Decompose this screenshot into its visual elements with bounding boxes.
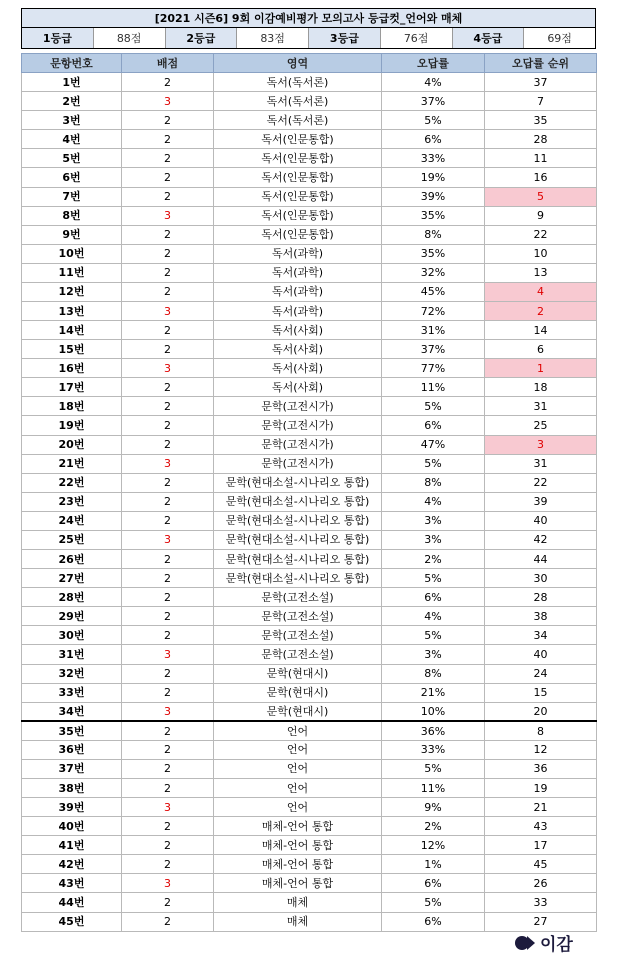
question-number: 21번 [22,454,122,473]
error-rate-cell: 21% [382,683,485,702]
table-row [22,263,597,282]
error-rate-cell: 32% [382,263,485,282]
grade-label-3: 3등급 [309,28,381,48]
question-number: 12번 [22,282,122,301]
area-cell: 독서(독서론) [214,111,382,130]
question-number: 15번 [22,340,122,359]
table-row [22,492,597,511]
area-cell: 문학(고전소설) [214,645,382,664]
question-number: 45번 [22,912,122,931]
error-rank-cell: 5 [485,187,597,206]
question-table [21,53,597,932]
question-number: 14번 [22,321,122,340]
table-row [22,645,597,664]
table-row [22,855,597,874]
table-row [22,168,597,187]
points-cell: 2 [122,168,214,187]
table-row [22,740,597,759]
igam-logo [514,930,573,955]
table-row [22,798,597,817]
area-cell: 문학(고전소설) [214,607,382,626]
error-rank-cell: 35 [485,111,597,130]
error-rate-cell: 35% [382,244,485,263]
error-rank-cell: 43 [485,817,597,836]
question-number: 33번 [22,683,122,702]
area-cell: 문학(고전시가) [214,435,382,454]
area-cell: 문학(고전시가) [214,454,382,473]
points-cell: 3 [122,874,214,893]
table-row [22,378,597,397]
error-rate-cell: 12% [382,836,485,855]
question-number: 41번 [22,836,122,855]
area-cell: 문학(현대소설-시나리오 통합) [214,511,382,530]
area-cell: 매체-언어 통합 [214,836,382,855]
area-cell: 문학(고전시가) [214,416,382,435]
question-number: 23번 [22,492,122,511]
question-number: 36번 [22,740,122,759]
question-number: 39번 [22,798,122,817]
area-cell: 독서(사회) [214,340,382,359]
area-cell: 문학(고전시가) [214,397,382,416]
question-number: 19번 [22,416,122,435]
area-cell: 매체 [214,912,382,931]
question-number: 4번 [22,130,122,149]
question-number: 35번 [22,721,122,740]
error-rank-cell: 28 [485,130,597,149]
area-cell: 언어 [214,740,382,759]
error-rate-cell: 9% [382,798,485,817]
points-cell: 2 [122,435,214,454]
points-cell: 2 [122,263,214,282]
area-cell: 언어 [214,778,382,797]
points-cell: 2 [122,225,214,244]
table-row [22,664,597,683]
table-row [22,626,597,645]
area-cell: 독서(사회) [214,359,382,378]
error-rate-cell: 47% [382,435,485,454]
error-rank-cell: 7 [485,92,597,111]
error-rate-cell: 33% [382,149,485,168]
area-cell: 매체-언어 통합 [214,817,382,836]
points-cell: 2 [122,893,214,912]
error-rate-cell: 72% [382,302,485,321]
table-row [22,340,597,359]
error-rank-cell: 34 [485,626,597,645]
error-rate-cell: 35% [382,206,485,225]
question-number: 3번 [22,111,122,130]
area-cell: 독서(인문통합) [214,168,382,187]
table-row [22,149,597,168]
error-rank-cell: 40 [485,511,597,530]
table-row [22,130,597,149]
table-row [22,302,597,321]
table-row [22,912,597,931]
table-row [22,206,597,225]
table-row [22,187,597,206]
area-cell: 독서(독서론) [214,73,382,92]
points-cell: 2 [122,111,214,130]
area-cell: 독서(인문통합) [214,225,382,244]
table-row [22,569,597,588]
error-rank-cell: 33 [485,893,597,912]
question-number: 30번 [22,626,122,645]
table-row [22,282,597,301]
points-cell: 2 [122,550,214,569]
table-row [22,817,597,836]
table-row [22,721,597,740]
question-number: 42번 [22,855,122,874]
question-number: 27번 [22,569,122,588]
error-rank-cell: 15 [485,683,597,702]
error-rate-cell: 6% [382,874,485,893]
error-rate-cell: 2% [382,817,485,836]
error-rank-cell: 1 [485,359,597,378]
points-cell: 2 [122,282,214,301]
error-rank-cell: 18 [485,378,597,397]
question-number: 20번 [22,435,122,454]
question-number: 40번 [22,817,122,836]
table-row [22,321,597,340]
error-rank-cell: 19 [485,778,597,797]
table-row [22,111,597,130]
error-rank-cell: 21 [485,798,597,817]
error-rank-cell: 12 [485,740,597,759]
question-number: 13번 [22,302,122,321]
question-number: 22번 [22,473,122,492]
points-cell: 3 [122,359,214,378]
question-number: 11번 [22,263,122,282]
question-number: 2번 [22,92,122,111]
table-row [22,435,597,454]
area-cell: 문학(현대소설-시나리오 통합) [214,550,382,569]
table-row [22,683,597,702]
area-cell: 독서(과학) [214,282,382,301]
grade-score-4: 69점 [524,28,595,48]
points-cell: 2 [122,569,214,588]
error-rate-cell: 37% [382,340,485,359]
points-cell: 2 [122,721,214,740]
points-cell: 2 [122,759,214,778]
table-row [22,511,597,530]
error-rank-cell: 9 [485,206,597,225]
points-cell: 3 [122,302,214,321]
error-rate-cell: 5% [382,111,485,130]
error-rank-cell: 22 [485,473,597,492]
question-number: 32번 [22,664,122,683]
error-rank-cell: 8 [485,721,597,740]
error-rate-cell: 19% [382,168,485,187]
error-rank-cell: 39 [485,492,597,511]
question-number: 24번 [22,511,122,530]
table-row [22,244,597,263]
question-number: 8번 [22,206,122,225]
area-cell: 문학(고전소설) [214,626,382,645]
error-rate-cell: 8% [382,664,485,683]
error-rank-cell: 37 [485,73,597,92]
question-number: 5번 [22,149,122,168]
area-cell: 매체 [214,893,382,912]
grade-cut-row [21,28,596,49]
points-cell: 3 [122,645,214,664]
error-rate-cell: 8% [382,225,485,244]
question-number: 1번 [22,73,122,92]
error-rank-cell: 17 [485,836,597,855]
area-cell: 문학(현대시) [214,683,382,702]
error-rate-cell: 37% [382,92,485,111]
points-cell: 2 [122,416,214,435]
error-rate-cell: 31% [382,321,485,340]
header-points: 배점 [122,54,214,73]
error-rate-cell: 6% [382,416,485,435]
table-row [22,416,597,435]
error-rate-cell: 33% [382,740,485,759]
error-rate-cell: 45% [382,282,485,301]
table-row [22,588,597,607]
area-cell: 독서(사회) [214,378,382,397]
points-cell: 2 [122,340,214,359]
points-cell: 2 [122,588,214,607]
error-rank-cell: 26 [485,874,597,893]
points-cell: 3 [122,798,214,817]
error-rate-cell: 36% [382,721,485,740]
area-cell: 독서(과학) [214,244,382,263]
question-number: 34번 [22,702,122,721]
points-cell: 3 [122,92,214,111]
area-cell: 독서(인문통합) [214,130,382,149]
table-row [22,874,597,893]
points-cell: 2 [122,683,214,702]
error-rank-cell: 28 [485,588,597,607]
error-rank-cell: 14 [485,321,597,340]
table-header-row [22,54,597,73]
area-cell: 문학(현대소설-시나리오 통합) [214,569,382,588]
table-row [22,359,597,378]
error-rank-cell: 11 [485,149,597,168]
question-number: 31번 [22,645,122,664]
table-row [22,530,597,549]
igam-logo-icon [514,934,536,952]
table-row [22,778,597,797]
error-rank-cell: 6 [485,340,597,359]
area-cell: 언어 [214,759,382,778]
grade-score-2: 83점 [237,28,309,48]
question-number: 43번 [22,874,122,893]
error-rate-cell: 11% [382,378,485,397]
error-rate-cell: 5% [382,454,485,473]
error-rate-cell: 5% [382,759,485,778]
error-rank-cell: 10 [485,244,597,263]
area-cell: 문학(현대소설-시나리오 통합) [214,473,382,492]
points-cell: 2 [122,855,214,874]
error-rate-cell: 11% [382,778,485,797]
points-cell: 2 [122,473,214,492]
error-rank-cell: 3 [485,435,597,454]
points-cell: 2 [122,397,214,416]
grade-label-1: 1등급 [22,28,94,48]
area-cell: 독서(인문통합) [214,187,382,206]
error-rate-cell: 4% [382,607,485,626]
question-number: 18번 [22,397,122,416]
error-rank-cell: 40 [485,645,597,664]
question-number: 6번 [22,168,122,187]
header-question-no: 문항번호 [22,54,122,73]
error-rate-cell: 10% [382,702,485,721]
question-number: 17번 [22,378,122,397]
area-cell: 문학(현대소설-시나리오 통합) [214,530,382,549]
error-rate-cell: 8% [382,473,485,492]
question-number: 37번 [22,759,122,778]
area-cell: 언어 [214,721,382,740]
points-cell: 2 [122,912,214,931]
table-row [22,473,597,492]
points-cell: 2 [122,626,214,645]
area-cell: 독서(인문통합) [214,206,382,225]
header-error-rank: 오답률 순위 [485,54,597,73]
points-cell: 3 [122,530,214,549]
table-row [22,92,597,111]
error-rate-cell: 6% [382,130,485,149]
points-cell: 2 [122,492,214,511]
points-cell: 2 [122,73,214,92]
error-rate-cell: 5% [382,626,485,645]
header-error-rate: 오답률 [382,54,485,73]
error-rate-cell: 4% [382,492,485,511]
error-rank-cell: 27 [485,912,597,931]
points-cell: 2 [122,187,214,206]
table-row [22,550,597,569]
table-row [22,893,597,912]
error-rank-cell: 44 [485,550,597,569]
error-rank-cell: 45 [485,855,597,874]
error-rate-cell: 3% [382,511,485,530]
points-cell: 3 [122,702,214,721]
table-row [22,454,597,473]
table-row [22,397,597,416]
grade-label-2: 2등급 [166,28,238,48]
table-body [22,73,597,932]
error-rank-cell: 13 [485,263,597,282]
error-rate-cell: 1% [382,855,485,874]
grade-cut-sheet [21,8,596,932]
points-cell: 2 [122,130,214,149]
error-rank-cell: 31 [485,454,597,473]
area-cell: 문학(현대시) [214,702,382,721]
error-rank-cell: 36 [485,759,597,778]
grade-score-3: 76점 [381,28,453,48]
points-cell: 3 [122,206,214,225]
table-row [22,702,597,721]
error-rank-cell: 20 [485,702,597,721]
error-rank-cell: 16 [485,168,597,187]
error-rate-cell: 39% [382,187,485,206]
error-rank-cell: 42 [485,530,597,549]
question-number: 26번 [22,550,122,569]
points-cell: 2 [122,778,214,797]
question-number: 25번 [22,530,122,549]
area-cell: 문학(현대소설-시나리오 통합) [214,492,382,511]
error-rate-cell: 5% [382,893,485,912]
area-cell: 독서(과학) [214,302,382,321]
error-rate-cell: 4% [382,73,485,92]
error-rank-cell: 38 [485,607,597,626]
error-rate-cell: 5% [382,397,485,416]
area-cell: 독서(인문통합) [214,149,382,168]
question-number: 29번 [22,607,122,626]
table-row [22,759,597,778]
error-rank-cell: 4 [485,282,597,301]
grade-score-1: 88점 [94,28,166,48]
area-cell: 언어 [214,798,382,817]
question-number: 16번 [22,359,122,378]
error-rate-cell: 6% [382,912,485,931]
points-cell: 3 [122,454,214,473]
error-rate-cell: 5% [382,569,485,588]
area-cell: 독서(과학) [214,263,382,282]
points-cell: 2 [122,664,214,683]
points-cell: 2 [122,149,214,168]
area-cell: 독서(사회) [214,321,382,340]
area-cell: 매체-언어 통합 [214,855,382,874]
error-rank-cell: 25 [485,416,597,435]
points-cell: 2 [122,321,214,340]
table-row [22,73,597,92]
table-row [22,836,597,855]
area-cell: 문학(고전소설) [214,588,382,607]
area-cell: 문학(현대시) [214,664,382,683]
logo-text: 이감 [540,935,573,955]
question-number: 38번 [22,778,122,797]
points-cell: 2 [122,511,214,530]
question-number: 28번 [22,588,122,607]
points-cell: 2 [122,740,214,759]
error-rank-cell: 2 [485,302,597,321]
points-cell: 2 [122,836,214,855]
area-cell: 매체-언어 통합 [214,874,382,893]
table-row [22,607,597,626]
error-rate-cell: 3% [382,530,485,549]
sheet-title: [2021 시즌6] 9회 이감예비평가 모의고사 등급컷_언어와 매체 [21,8,596,28]
error-rate-cell: 3% [382,645,485,664]
question-number: 10번 [22,244,122,263]
error-rank-cell: 22 [485,225,597,244]
question-number: 7번 [22,187,122,206]
grade-label-4: 4등급 [453,28,525,48]
error-rank-cell: 31 [485,397,597,416]
header-area: 영역 [214,54,382,73]
question-number: 44번 [22,893,122,912]
points-cell: 2 [122,817,214,836]
error-rate-cell: 6% [382,588,485,607]
error-rank-cell: 24 [485,664,597,683]
error-rate-cell: 2% [382,550,485,569]
points-cell: 2 [122,244,214,263]
points-cell: 2 [122,607,214,626]
error-rate-cell: 77% [382,359,485,378]
table-row [22,225,597,244]
error-rank-cell: 30 [485,569,597,588]
question-number: 9번 [22,225,122,244]
points-cell: 2 [122,378,214,397]
area-cell: 독서(독서론) [214,92,382,111]
